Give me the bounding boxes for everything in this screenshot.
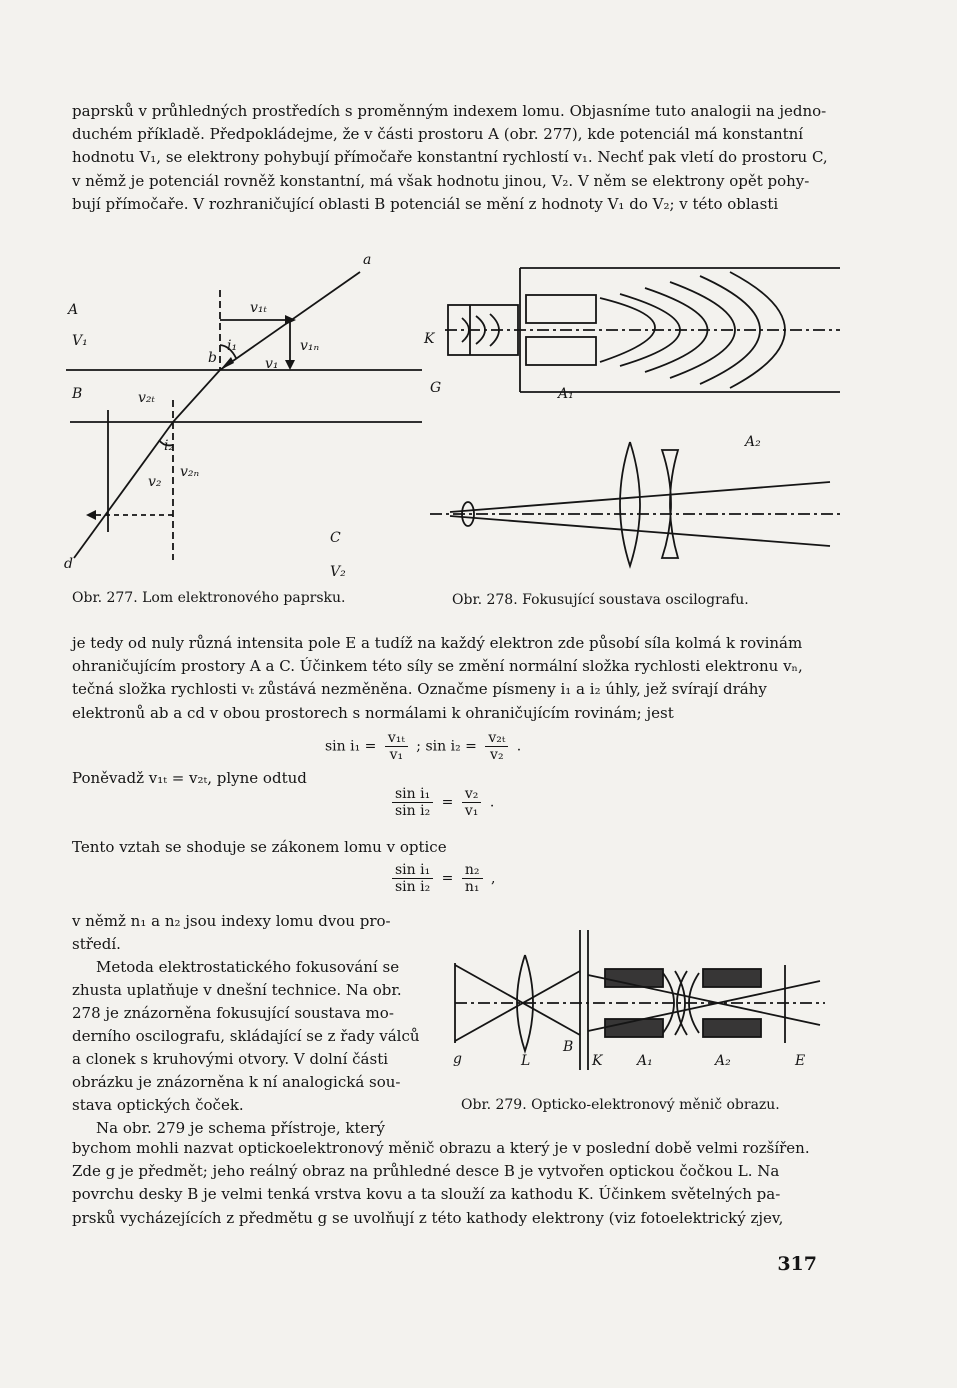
text-line: hodnotu V₁, se elektrony pohybují přímočaře konstantní rychlostí v₁. Nechť pak vletí do prostoru C, — [72, 148, 828, 167]
text-line: zhusta uplatňuje v dnešní technice. Na obr. — [72, 981, 402, 999]
text-line: je tedy od nuly různá intensita pole E a tudíž na každý elektron zde působí síla kolmá k rovinám — [72, 634, 803, 652]
fig277-label-v2n: v₂ₙ — [180, 464, 200, 480]
text-since: Poněvadž v₁ₜ = v₂ₜ, plyne odtud — [72, 769, 307, 787]
text-line: středí. — [72, 935, 121, 953]
figure-277-caption: Obr. 277. Lom elektronového paprsku. — [72, 590, 346, 606]
fig279-label-A2: A₂ — [715, 1053, 731, 1069]
fig278-label-A1: A₁ — [558, 386, 574, 402]
text-line: Zde g je předmět; jeho reálný obraz na průhledné desce B je vytvořen optickou čočkou L. Na — [72, 1162, 780, 1181]
eq3-frac2: $\frac{\text{n₂}}{\text{n₁}}$ — [462, 862, 483, 895]
bottom-paragraph — [72, 1137, 824, 1230]
fig278-label-A2: A₂ — [745, 434, 761, 450]
eq1-frac2: $\frac{\text{v₂ₜ}}{\text{v₂}}$ — [485, 730, 508, 763]
left-column-text — [72, 910, 452, 1140]
equation-2: $\frac{\text{sin i₁}}{\text{sin i₂}}$ = $\frac{\text{v₂}}{\text{v₁}}$ . — [388, 786, 494, 819]
page-number: 317 — [777, 1253, 817, 1275]
eq2-frac2: $\frac{\text{v₂}}{\text{v₁}}$ — [462, 786, 482, 819]
text-line: povrchu desky B je velmi tenká vrstva kovu a ta slouží za kathodu K. Účinkem světelných pa- — [72, 1185, 781, 1204]
eq2-frac1: $\frac{\text{sin i₁}}{\text{sin i₂}}$ — [392, 786, 433, 819]
fig279-label-E: E — [795, 1053, 806, 1069]
figure-277-diagram — [60, 250, 430, 585]
fig277-label-v1n: v₁ₙ — [300, 338, 320, 354]
fig277-label-v2t: v₂ₜ — [138, 390, 155, 406]
figure-279-diagram — [445, 925, 830, 1075]
figure-278-diagram — [410, 250, 840, 585]
text-line: Na obr. 279 je schema přístroje, který — [96, 1119, 385, 1137]
text-line: v němž n₁ a n₂ jsou indexy lomu dvou pro- — [72, 912, 391, 930]
fig277-label-a: a — [363, 252, 372, 268]
fig278-label-K: K — [424, 331, 435, 347]
fig277-label-C: C — [330, 530, 341, 546]
equation-3: $\frac{\text{sin i₁}}{\text{sin i₂}}$ = $\frac{\text{n₂}}{\text{n₁}}$ , — [388, 862, 495, 895]
text-line: prsků vycházejících z předmětu g se uvolňují z této kathody elektrony (viz fotoelektrický zjev, — [72, 1208, 784, 1227]
text-line: elektronů ab a cd v obou prostorech s normálami k ohraničujícím rovinám; jest — [72, 703, 674, 722]
fig277-label-i1: i₁ — [227, 338, 238, 354]
text-line: paprsků v průhledných prostředích s proměnným indexem lomu. Objasníme tuto analogii na jedno- — [72, 102, 827, 120]
text-line: v němž je potenciál rovněž konstantní, má však hodnotu jinou, V₂. V něm se elektrony opět pohy- — [72, 171, 810, 190]
fig277-label-b: b — [208, 350, 217, 366]
fig279-label-g: g — [453, 1051, 462, 1067]
fig277-label-B: B — [72, 386, 83, 402]
fig277-label-v1t: v₁ₜ — [250, 300, 267, 316]
equation-1: sin i₁ = $\frac{\text{v₁ₜ}}{\text{v₁}}$ ; sin i₂ = $\frac{\text{v₂ₜ}}{\text{v₂}}$ . — [325, 730, 522, 763]
fig277-label-V2: V₂ — [330, 564, 346, 580]
figure-279-caption: Obr. 279. Opticko-elektronový měnič obrazu. — [461, 1097, 780, 1113]
figure-278-caption: Obr. 278. Fokusující soustava oscilografu. — [452, 592, 749, 608]
fig279-label-K: K — [592, 1053, 603, 1069]
eq1-frac1: $\frac{\text{v₁ₜ}}{\text{v₁}}$ — [385, 730, 408, 763]
text-line: bychom mohli nazvat optickoelektronový měnič obrazu a který je v poslední době velmi rozšířen. — [72, 1139, 810, 1157]
text-line: bují přímočaře. V rozhraničující oblasti B potenciál se mění z hodnoty V₁ do V₂; v této oblasti — [72, 194, 779, 213]
fig277-label-i2: i₂ — [164, 438, 175, 454]
fig277-label-v1: v₁ — [265, 356, 279, 372]
fig277-label-d: d — [64, 556, 73, 572]
text-line: a clonek s kruhovými otvory. V dolní části — [72, 1050, 389, 1068]
fig278-label-G: G — [430, 380, 442, 396]
text-line: stava optických čoček. — [72, 1096, 244, 1114]
fig279-label-B: B — [563, 1039, 574, 1055]
text-line: tečná složka rychlosti vₜ zůstává nezměněna. Označme písmeny i₁ a i₂ úhly, jež svírají dráhy — [72, 680, 767, 699]
fig279-label-L: L — [521, 1053, 531, 1069]
fig277-label-v2: v₂ — [148, 474, 162, 490]
middle-paragraph — [72, 632, 824, 725]
eq1-left: sin i₁ = — [325, 738, 377, 755]
eq3-frac1: $\frac{\text{sin i₁}}{\text{sin i₂}}$ — [392, 862, 433, 895]
fig277-label-A: A — [68, 302, 79, 318]
text-optics: Tento vztah se shoduje se zákonem lomu v optice — [72, 838, 447, 856]
top-paragraph — [72, 100, 828, 216]
text-line: duchém příkladě. Předpokládejme, že v části prostoru A (obr. 277), kde potenciál má konstantní — [72, 125, 804, 144]
text-line: derního oscilografu, skládající se z řady válců — [72, 1027, 420, 1045]
fig277-label-V1: V₁ — [72, 333, 88, 349]
fig279-label-A1: A₁ — [637, 1053, 653, 1069]
text-line: obrázku je znázorněna k ní analogická sou- — [72, 1073, 401, 1091]
text-line: Metoda elektrostatického fokusování se — [96, 958, 400, 976]
eq1-mid: ; sin i₂ = — [416, 738, 477, 755]
text-line: 278 je znázorněna fokusující soustava mo- — [72, 1004, 394, 1022]
text-line: ohraničujícím prostory A a C. Účinkem této síly se změní normální složka rychlosti elektronu vₙ, — [72, 657, 803, 676]
